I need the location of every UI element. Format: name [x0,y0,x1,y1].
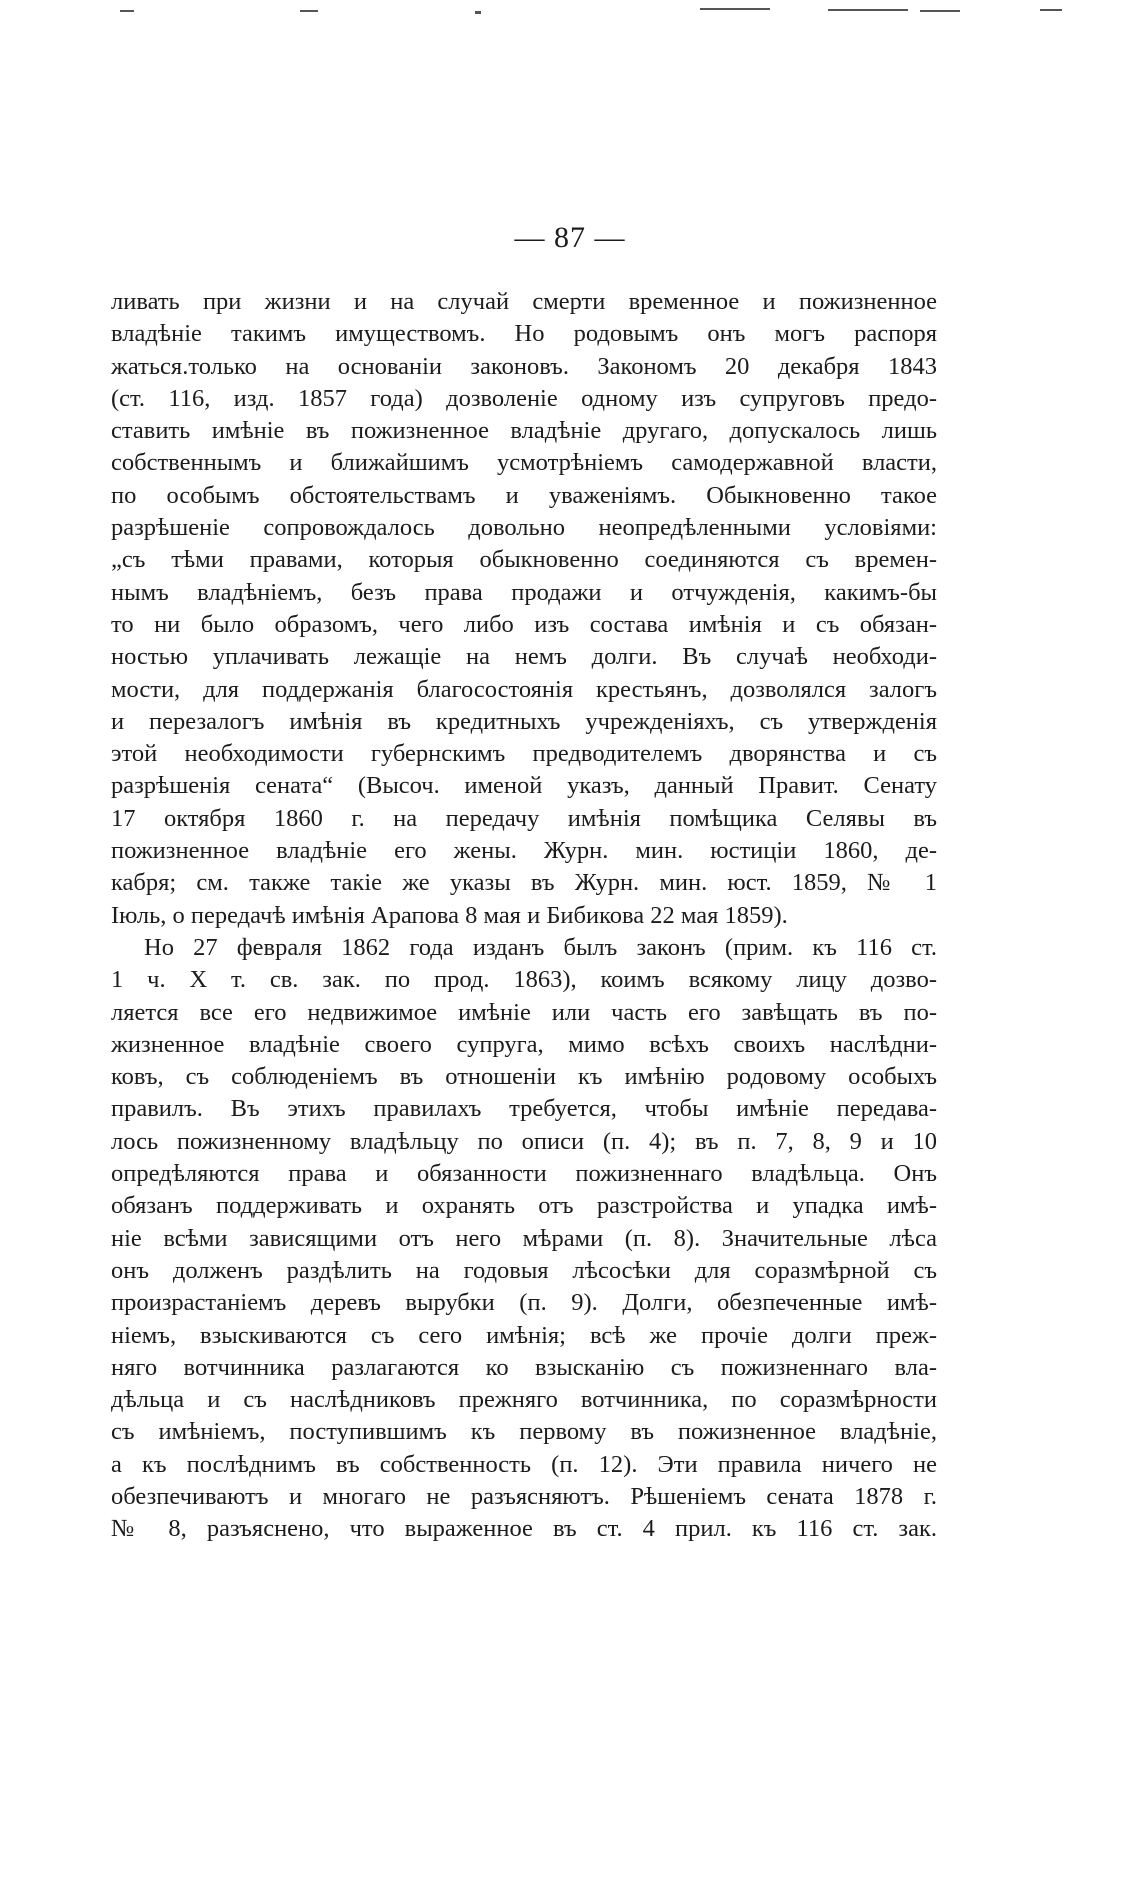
scan-mark [300,10,318,12]
text-line: то ни было образомъ, чего либо изъ состава имѣнія и съ обязан- [111,610,937,638]
text-line: Но 27 февраля 1862 года изданъ былъ законъ (прим. къ 116 ст. [144,933,937,961]
text-line: онъ долженъ раздѣлить на годовыя лѣсосѣки для соразмѣрной съ [111,1256,937,1284]
text-line: владѣніе такимъ имуществомъ. Но родовымъ онъ могъ распоря [111,320,937,348]
scan-mark [475,11,481,14]
text-line: ляется все его недвижимое имѣніе или часть его завѣщать въ по- [111,998,937,1026]
text-line: нымъ владѣніемъ, безъ права продажи и отчужденія, какимъ-бы [111,578,937,606]
text-line: по особымъ обстоятельствамъ и уваженіямъ. Обыкновенно такое [111,481,937,509]
text-line: правилъ. Въ этихъ правилахъ требуется, чтобы имѣніе передава- [111,1095,937,1123]
text-line: разрѣшеніе сопровождалось довольно неопредѣленными условіями: [111,514,937,542]
text-line: 17 октября 1860 г. на передачу имѣнія помѣщика Селявы въ [111,804,937,832]
text-line: и перезалогъ имѣнія въ кредитныхъ учрежденіяхъ, съ утвержденія [111,707,937,735]
text-line: № 8, разъяснено, что выраженное въ ст. 4 прил. къ 116 ст. зак. [111,1515,937,1543]
text-line: обезпечиваютъ и многаго не разъясняютъ. Рѣшеніемъ сената 1878 г. [111,1482,937,1510]
text-line: „съ тѣми правами, которыя обыкновенно соединяются съ времен- [111,546,937,574]
scan-mark [1040,9,1062,11]
text-line: разрѣшенія сената“ (Высоч. именой указъ, данный Правит. Сенату [111,772,937,800]
text-line: ніе всѣми зависящими отъ него мѣрами (п. 8). Значительные лѣса [111,1224,937,1252]
text-line: жаться.только на основаніи законовъ. Закономъ 20 декабря 1843 [111,352,937,380]
scan-mark [828,9,908,11]
scan-mark [920,10,960,12]
text-line: дѣльца и съ наслѣдниковъ прежняго вотчинника, по соразмѣрности [111,1386,937,1414]
text-body [111,286,937,1546]
text-line: 1 ч. X т. св. зак. по прод. 1863), коимъ всякому лицу дозво- [111,966,937,994]
text-line: съ имѣніемъ, поступившимъ къ первому въ пожизненное владѣніе, [111,1418,937,1446]
text-line: ставить имѣніе въ пожизненное владѣніе другаго, допускалось лишь [111,417,937,445]
text-line: а къ послѣднимъ въ собственность (п. 12). Эти правила ничего не [111,1450,937,1478]
text-line: (ст. 116, изд. 1857 года) дозволеніе одному изъ супруговъ предо- [111,384,937,412]
text-line: кабря; см. также такіе же указы въ Журн. мин. юст. 1859, № 1 [111,869,937,897]
text-line: ливать при жизни и на случай смерти временное и пожизненное [111,288,937,315]
text-line: лось пожизненному владѣльцу по описи (п. 4); въ п. 7, 8, 9 и 10 [111,1127,937,1155]
text-line: мости, для поддержанія благосостоянія крестьянъ, дозволялся залогъ [111,675,937,703]
text-line: опредѣляются права и обязанности пожизненнаго владѣльца. Онъ [111,1160,937,1188]
text-line: произрастаніемъ деревъ вырубки (п. 9). Долги, обезпеченные имѣ- [111,1289,937,1317]
page-number: — 87 — [514,221,626,254]
text-line: обязанъ поддерживать и охранять отъ разстройства и упадка имѣ- [111,1192,937,1220]
text-line: этой необходимости губернскимъ предводителемъ дворянства и съ [111,740,937,768]
text-line: няго вотчинника разлагаются ко взысканію съ пожизненнаго вла- [111,1353,937,1381]
scan-mark [700,8,770,10]
text-line: Іюль, о передачѣ имѣнія Арапова 8 мая и Бибикова 22 мая 1859). [111,901,788,929]
text-line: ковъ, съ соблюденіемъ въ отношеніи къ имѣнію родовому особыхъ [111,1063,937,1091]
text-line: пожизненное владѣніе его жены. Журн. мин. юстиціи 1860, де- [111,837,937,865]
text-line: ностью уплачивать лежащіе на немъ долги. Въ случаѣ необходи- [111,643,937,671]
text-line: собственнымъ и ближайшимъ усмотрѣніемъ самодержавной власти, [111,449,937,477]
scan-mark [120,10,134,12]
text-line: ніемъ, взыскиваются съ сего имѣнія; всѣ же прочіе долги преж- [111,1321,937,1349]
text-line: жизненное владѣніе своего супруга, мимо всѣхъ своихъ наслѣдни- [111,1030,937,1058]
